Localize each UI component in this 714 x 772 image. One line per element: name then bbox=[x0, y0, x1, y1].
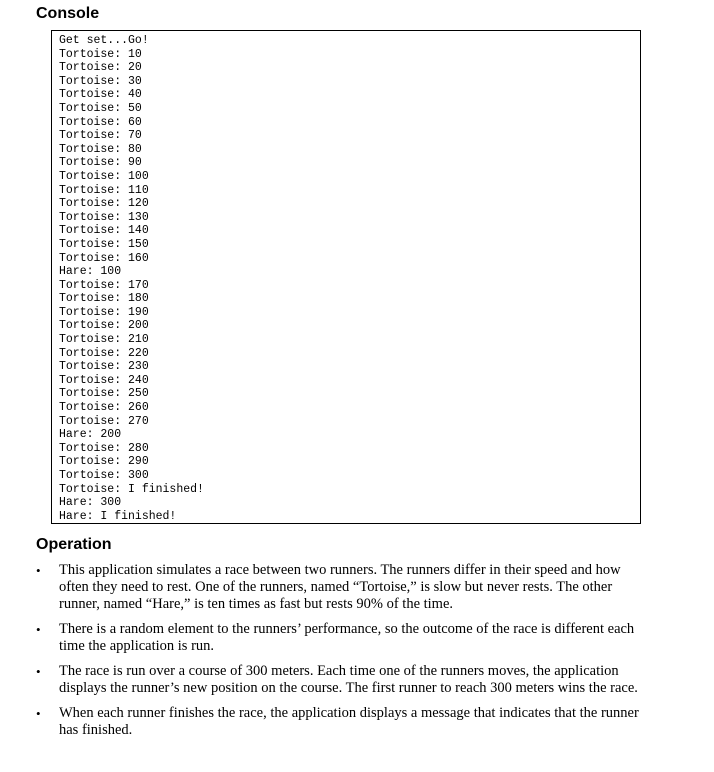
console-line: Tortoise: 60 bbox=[59, 115, 142, 129]
list-item-text: The race is run over a course of 300 meters. Each time one of the runners moves, the application displays the runner’s new position on the course. The first runner to reach 300 meters wins the race. bbox=[59, 663, 638, 696]
console-line: Tortoise: I finished! bbox=[59, 482, 204, 496]
console-line: Tortoise: 260 bbox=[59, 401, 149, 415]
operation-heading: Operation bbox=[36, 536, 112, 553]
console-output bbox=[51, 30, 641, 524]
console-line: Tortoise: 300 bbox=[59, 469, 149, 482]
console-line: Tortoise: 230 bbox=[59, 360, 149, 374]
bullet-icon: • bbox=[36, 563, 41, 578]
console-line: Tortoise: 10 bbox=[59, 47, 142, 61]
console-line: Tortoise: 290 bbox=[59, 455, 149, 469]
list-item-text: This application simulates a race between two runners. The runners differ in their speed and how often they need to rest. One of the runners, named “Tortoise,” is slow but never rests. The other runner, named “Hare,” is ten times as fast but rests 90% of the time. bbox=[59, 562, 621, 612]
console-line: Tortoise: 240 bbox=[59, 373, 149, 387]
console-line: Get set...Go! bbox=[59, 34, 149, 47]
console-line: Tortoise: 180 bbox=[59, 292, 149, 306]
console-line: Tortoise: 100 bbox=[59, 169, 149, 183]
list-item bbox=[0, 621, 649, 655]
console-line: Tortoise: 170 bbox=[59, 278, 149, 292]
console-line: Tortoise: 90 bbox=[59, 156, 142, 170]
console-line: Tortoise: 110 bbox=[59, 183, 149, 197]
console-line: Tortoise: 140 bbox=[59, 224, 149, 238]
console-line: Tortoise: 120 bbox=[59, 197, 149, 211]
console-line: Tortoise: 200 bbox=[59, 319, 149, 333]
bullet-icon: • bbox=[36, 706, 41, 721]
console-line: Hare: 300 bbox=[59, 496, 122, 510]
console-line: Tortoise: 20 bbox=[59, 61, 142, 75]
console-line: Tortoise: 220 bbox=[59, 346, 149, 360]
console-line: Tortoise: 250 bbox=[59, 387, 149, 401]
bullet-icon: • bbox=[36, 622, 41, 637]
console-line: Tortoise: 160 bbox=[59, 251, 149, 265]
list-item-text: When each runner finishes the race, the application displays a message that indicates that the runner has finished. bbox=[59, 705, 639, 738]
bullet-icon: • bbox=[36, 664, 41, 679]
list-item bbox=[0, 705, 649, 739]
console-line: Tortoise: 80 bbox=[59, 142, 142, 156]
list-item bbox=[0, 562, 649, 613]
console-line: Tortoise: 280 bbox=[59, 441, 149, 455]
console-line: Tortoise: 210 bbox=[59, 333, 149, 347]
console-heading: Console bbox=[36, 5, 100, 22]
console-line: Tortoise: 50 bbox=[59, 101, 142, 115]
console-line: Hare: 200 bbox=[59, 428, 122, 442]
console-line: Tortoise: 150 bbox=[59, 237, 149, 251]
console-line: Tortoise: 190 bbox=[59, 305, 149, 319]
console-line: Hare: I finished! bbox=[59, 509, 177, 523]
console-line: Tortoise: 40 bbox=[59, 88, 142, 102]
console-line: Tortoise: 130 bbox=[59, 210, 149, 224]
console-line: Tortoise: 70 bbox=[59, 129, 142, 143]
console-line: Hare: 100 bbox=[59, 265, 122, 279]
operation-list bbox=[0, 562, 714, 747]
console-line: Tortoise: 30 bbox=[59, 74, 142, 88]
list-item-text: There is a random element to the runners’ performance, so the outcome of the race is different each time the application is run. bbox=[59, 621, 635, 654]
console-line: Tortoise: 270 bbox=[59, 414, 149, 428]
list-item bbox=[0, 663, 649, 697]
